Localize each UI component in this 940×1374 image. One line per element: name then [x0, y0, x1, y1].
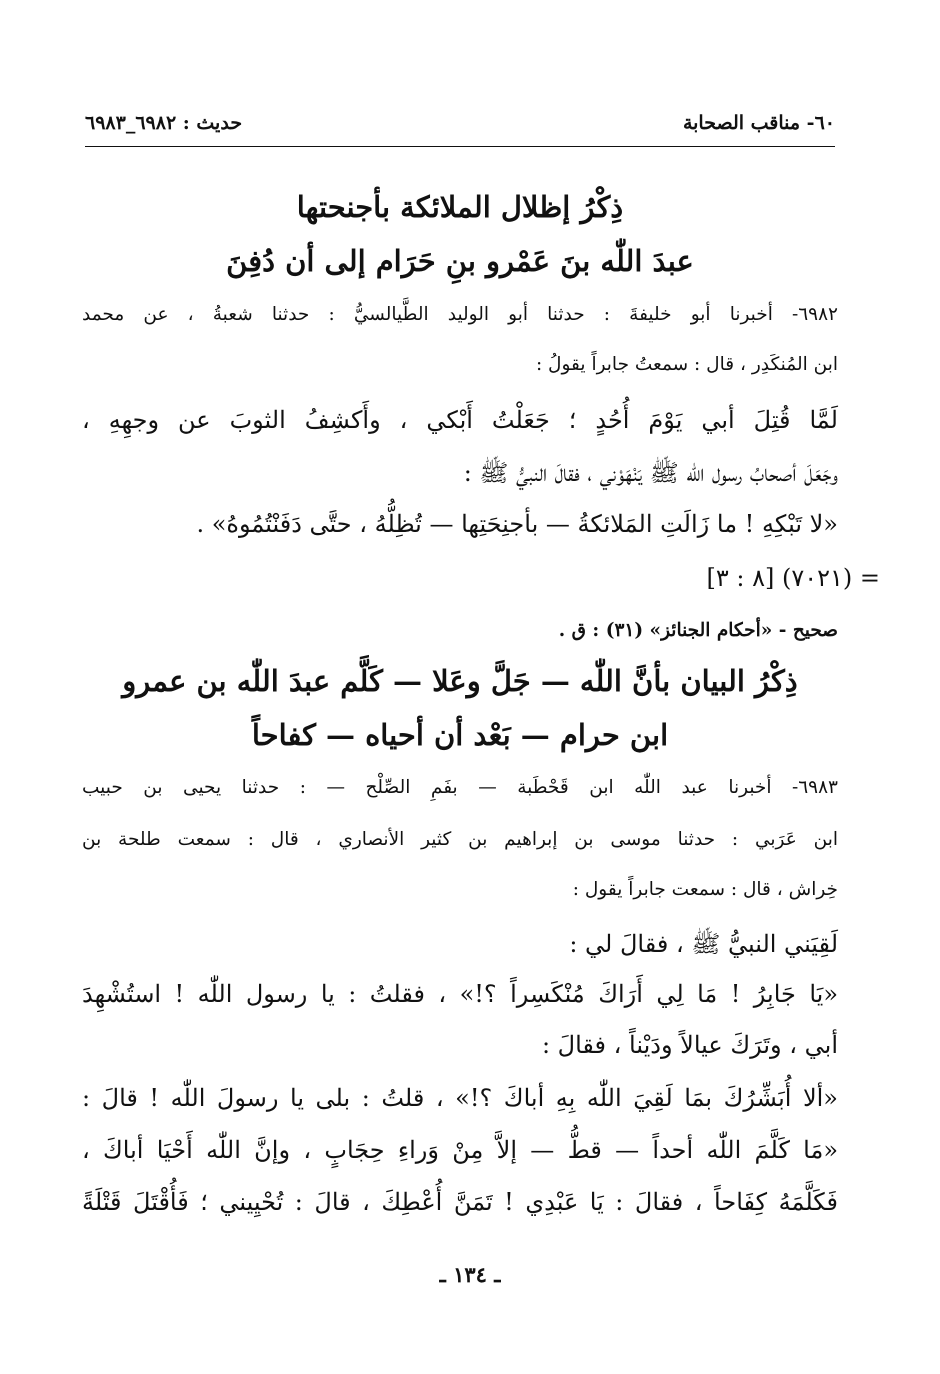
section1-title-line2: عبدَ اللّٰه بنَ عَمْرو بنِ حَرَام إلى أن دُفِنَ: [226, 244, 694, 278]
section1-title-line1: ذِكْرُ إظلال الملائكة بأجنحتها: [296, 190, 624, 224]
section2-title-line2: ابن حرام — بَعْد أن أحياه — كفاحاً: [251, 718, 669, 752]
page-number: ـ ١٣٤ ـ: [439, 1262, 501, 1287]
hadith-6983-matn-line1: لَقِيَني النبيُّ ﷺ ، فقالَ لي :: [569, 930, 838, 958]
hadith-6983-isnad-line3: خِراش ، قال : سمعت جابراً يقول :: [572, 879, 838, 900]
hadith-6983-matn-line5: «مَا كَلَّمَ اللّٰه أحداً — قطُّ — إلاَّ مِنْ وَراءِ حِجَابٍ ، وإنَّ اللّٰه أَحْيَا أباكَ ،: [82, 1136, 838, 1164]
hadith-6983-matn-line6: فَكَلَّمَهُ كِفَاحاً ، فقالَ : يَا عَبْدِي ! تَمَنَّ أُعْطِكَ ، قالَ : تُحْيِيني ؛ فَأُقْتَلَ قَتْلَةً: [82, 1188, 838, 1216]
hadith-6982-matn-line2: وجَعَلَ أصحابُ رسول اللّٰه ﷺ يَنْهَوْني ، فقالَ النبيُّ ﷺ :: [463, 459, 838, 487]
hadith-6983-matn-line3: أبي ، وتَرَكَ عيالاً ودَيْناً ، فقالَ :: [541, 1031, 838, 1059]
hadith-6982-grading: صحيح - «أحكام الجنائز» (٣١) : ق .: [558, 620, 838, 641]
hadith-6982-isnad-line1: ٦٩٨٢- أخبرنا أبو خليفةَ : حدثنا أبو الوليد الطَّيالسيُّ : حدثنا شعبةُ ، عن محمد: [82, 304, 838, 325]
hadith-6983-matn-line4: «ألا أُبَشِّرُكَ بمَا لَقِيَ اللّٰه بِهِ أباكَ ؟!» ، قلتُ : بلى يا رسولَ اللّٰه ! قالَ :: [82, 1084, 838, 1112]
hadith-6982-ref: = (٧٠٢١) [٨ : ٣]: [706, 564, 880, 592]
hadith-range: حديث : ٦٩٨٢_٦٩٨٣: [85, 112, 243, 134]
hadith-6983-isnad-line1: ٦٩٨٣- أخبرنا عبد اللّٰه ابن قَحْطَبة — بفَمِ الصِّلْح — : حدثنا يحيى بن حبيب: [82, 777, 838, 798]
running-header: [85, 112, 835, 142]
chapter-title: ٦٠- مناقب الصحابة: [682, 112, 835, 134]
section2-title-line1: ذِكْرُ البيان بأنَّ اللّٰه — جَلَّ وعَلا — كَلَّم عبدَ اللّٰه بن عمرو: [122, 664, 798, 698]
hadith-6982-matn-line1: لَمَّا قُتِلَ أبي يَوْمَ أُحُدٍ ؛ جَعَلْتُ أَبْكي ، وأَكشِفُ الثوبَ عن وجهِهِ ،: [82, 406, 838, 434]
header-rule: [85, 146, 835, 147]
hadith-6983-isnad-line2: ابن عَرَبي : حدثنا موسى بن إبراهيم بن كثير الأنصاري ، قال : سمعت طلحة بن: [82, 829, 838, 850]
hadith-6982-matn-line3: «لا تَبْكِهِ ! ما زَالَتِ المَلائكةُ — بأجنِحَتِها — تُظِلُّهُ ، حتَّى دَفَنْتُمُوهُ» .: [196, 510, 838, 538]
hadith-6983-matn-line2: «يَا جَابِرُ ! مَا لِي أَرَاكَ مُنْكَسِراً ؟!» ، فقلتُ : يا رسول اللّٰه ! استُشْهِدَ: [82, 980, 838, 1008]
hadith-6982-isnad-line2: ابن المُنكَدِر ، قال : سمعتُ جابراً يقولُ :: [535, 354, 838, 375]
